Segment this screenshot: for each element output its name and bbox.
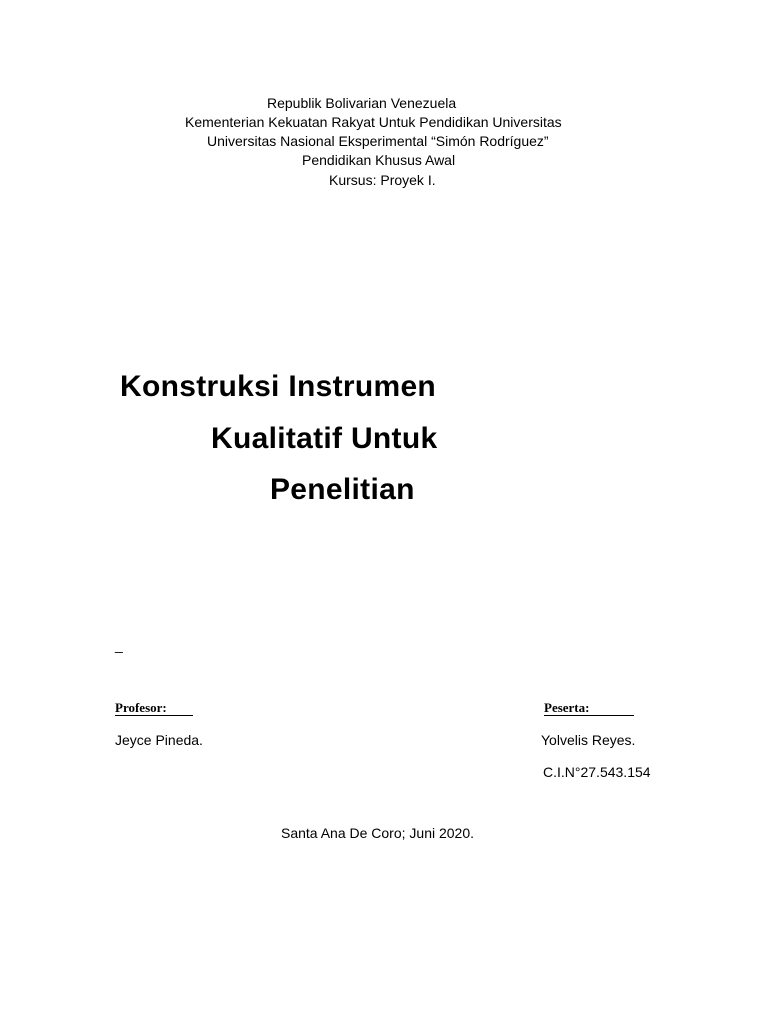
separator-mark: _ [115,637,123,653]
header-program: Pendidikan Khusus Awal [302,152,456,168]
participant-label-underline [544,715,634,716]
title-line-1: Konstruksi Instrumen [120,370,437,403]
professor-label: Profesor: [115,700,167,715]
participant-id: C.I.N°27.543.154 [543,764,651,780]
header-course: Kursus: Proyek I. [329,172,436,188]
participant-label: Peserta: [544,700,590,715]
header-republic: Republik Bolivarian Venezuela [267,95,457,111]
title-line-2: Kualitatif Untuk [211,422,438,455]
place-date: Santa Ana De Coro; Juni 2020. [281,825,475,841]
participant-name: Yolvelis Reyes. [541,732,636,748]
header-university: Universitas Nasional Eksperimental “Simón Rodríguez” [207,133,549,149]
professor-name: Jeyce Pineda. [115,732,203,748]
header-ministry: Kementerian Kekuatan Rakyat Untuk Pendidikan Universitas [185,114,562,130]
professor-label-underline [115,715,193,716]
title-line-3: Penelitian [270,473,415,506]
